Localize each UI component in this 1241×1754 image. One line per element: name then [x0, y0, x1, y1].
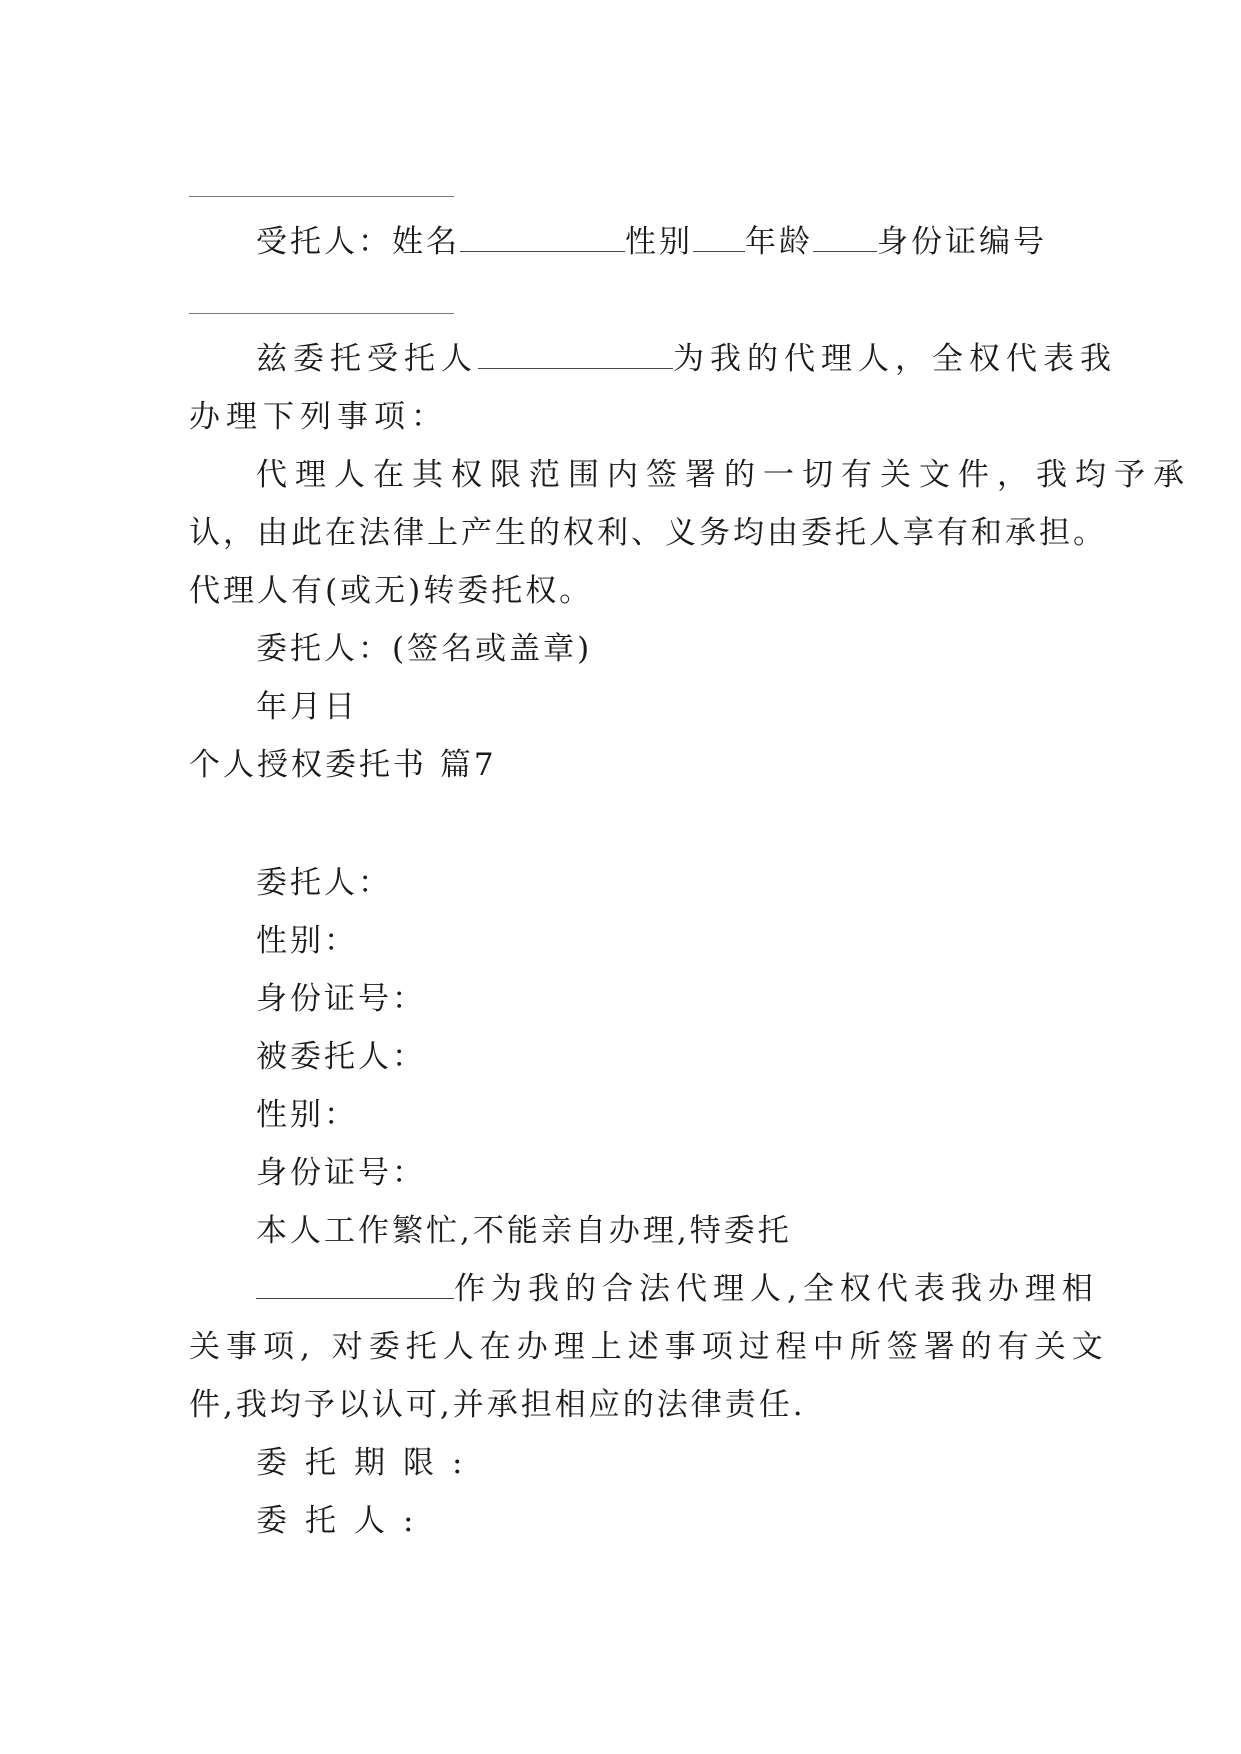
id-blank-rule	[189, 313, 454, 314]
agent-id-field: 身份证号：	[256, 1155, 426, 1191]
agent-appoint-suffix: 作为我的合法代理人,全权代表我办理相	[454, 1271, 1099, 1307]
gender-blank	[693, 227, 745, 252]
agent-field: 被委托人：	[256, 1039, 426, 1075]
principal-gender-field: 性别：	[256, 923, 358, 959]
paragraph-line-2: 认，由此在法律上产生的权利、义务均由委托人享有和承担。	[189, 515, 1107, 551]
busy-line: 本人工作繁忙,不能亲自办理,特委托	[256, 1213, 792, 1249]
top-blank-rule	[189, 196, 454, 197]
principal-id-field: 身份证号：	[256, 981, 426, 1017]
agent-appoint-line	[256, 1269, 1099, 1309]
section-title: 个人授权委托书 篇7	[189, 747, 497, 783]
date-line: 年月日	[256, 689, 358, 725]
agent-paragraph-line-3: 件,我均予以认可,并承担相应的法律责任.	[189, 1387, 806, 1423]
principal-field: 委托人：	[256, 865, 392, 901]
id-number-label: 身份证编号	[877, 224, 1047, 260]
appoint-prefix: 兹委托受托人	[256, 341, 478, 377]
term-field: 委托期限:	[256, 1445, 481, 1481]
principal-sign-field: 委托人:	[256, 1503, 432, 1539]
signer-line: 委托人：(签名或盖章)	[256, 631, 593, 667]
trustee-blank	[478, 344, 673, 369]
trustee-info-line	[256, 222, 1047, 262]
name-blank	[460, 227, 625, 252]
appoint-continuation: 办理下列事项：	[189, 399, 448, 435]
agent-gender-field: 性别：	[256, 1097, 358, 1133]
appoint-line	[256, 339, 1117, 379]
age-blank	[813, 227, 877, 252]
appoint-suffix: 为我的代理人，全权代表我	[673, 341, 1117, 377]
agent-name-blank	[256, 1274, 454, 1299]
age-label: 年龄	[745, 224, 813, 260]
agent-paragraph-line-2: 关事项, 对委托人在办理上述事项过程中所签署的有关文	[189, 1329, 1109, 1365]
gender-label: 性别	[625, 224, 693, 260]
paragraph-line-3: 代理人有(或无)转委托权。	[189, 573, 594, 609]
trustee-name-label: 受托人：姓名	[256, 224, 460, 260]
paragraph-line-1: 代理人在其权限范围内签署的一切有关文件，我均予承	[256, 457, 1192, 493]
